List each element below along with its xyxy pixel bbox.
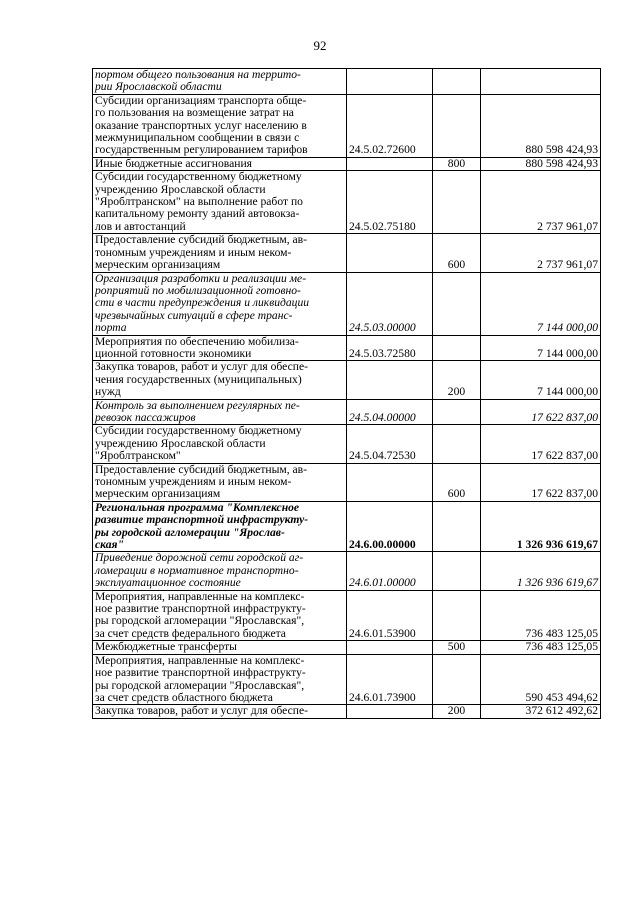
row-expense-type-cell bbox=[433, 399, 481, 425]
table-row bbox=[93, 69, 601, 95]
row-name-cell: Мероприятия по обеспечению мобилиза- ционной готовности экономики bbox=[93, 335, 347, 361]
table-row bbox=[93, 705, 601, 718]
row-amount-cell: 1 326 936 619,67 bbox=[481, 552, 601, 590]
row-name-cell: Субсидии государственному бюджетному учреждению Ярославской области "Яроблтранском" на выполнение работ по капитальному ремонту зданий автовокза- лов и автостанций bbox=[93, 171, 347, 234]
row-expense-type-cell: 600 bbox=[433, 234, 481, 272]
row-expense-type-cell: 600 bbox=[433, 463, 481, 501]
row-amount-cell: 2 737 961,07 bbox=[481, 171, 601, 234]
row-expense-type-cell bbox=[433, 69, 481, 95]
row-code-cell bbox=[347, 705, 433, 718]
row-amount-cell: 2 737 961,07 bbox=[481, 234, 601, 272]
row-expense-type-cell: 200 bbox=[433, 705, 481, 718]
table-row bbox=[93, 234, 601, 272]
row-expense-type-cell bbox=[433, 654, 481, 705]
row-code-cell: 24.5.04.72530 bbox=[347, 425, 433, 463]
table-row bbox=[93, 335, 601, 361]
table-row bbox=[93, 171, 601, 234]
table-row bbox=[93, 361, 601, 399]
row-name-cell: Закупка товаров, работ и услуг для обеспе- bbox=[93, 705, 347, 718]
row-expense-type-cell bbox=[433, 94, 481, 157]
row-code-cell bbox=[347, 463, 433, 501]
table-row bbox=[93, 654, 601, 705]
row-name-cell: Предоставление субсидий бюджетным, ав- тономным учреждениям и иным неком- мерческим организациям bbox=[93, 463, 347, 501]
table-row bbox=[93, 552, 601, 590]
row-code-cell: 24.6.01.00000 bbox=[347, 552, 433, 590]
row-amount-cell: 17 622 837,00 bbox=[481, 463, 601, 501]
row-amount-cell: 7 144 000,00 bbox=[481, 361, 601, 399]
row-name-cell: Мероприятия, направленные на комплекс- ное развитие транспортной инфраструкту- ры городской агломерации "Ярославская", за счет средств федерального бюджета bbox=[93, 590, 347, 641]
row-amount-cell bbox=[481, 69, 601, 95]
row-name-cell: Приведение дорожной сети городской аг- ломерации в нормативное транспортно- эксплуатационное состояние bbox=[93, 552, 347, 590]
row-code-cell: 24.6.01.73900 bbox=[347, 654, 433, 705]
row-name-cell: портом общего пользования на террито- рии Ярославской области bbox=[93, 69, 347, 95]
row-expense-type-cell: 800 bbox=[433, 157, 481, 170]
row-name-cell: Контроль за выполнением регулярных пе- ревозок пассажиров bbox=[93, 399, 347, 425]
row-amount-cell: 590 453 494,62 bbox=[481, 654, 601, 705]
row-code-cell: 24.5.02.72600 bbox=[347, 94, 433, 157]
row-code-cell: 24.6.01.53900 bbox=[347, 590, 433, 641]
table-row bbox=[93, 272, 601, 335]
row-code-cell: 24.5.03.72580 bbox=[347, 335, 433, 361]
row-name-cell: Иные бюджетные ассигнования bbox=[93, 157, 347, 170]
row-amount-cell: 736 483 125,05 bbox=[481, 590, 601, 641]
row-code-cell bbox=[347, 641, 433, 654]
row-code-cell bbox=[347, 157, 433, 170]
table-row bbox=[93, 157, 601, 170]
budget-table bbox=[92, 68, 601, 719]
row-code-cell bbox=[347, 69, 433, 95]
table-row bbox=[93, 641, 601, 654]
row-amount-cell: 372 612 492,62 bbox=[481, 705, 601, 718]
row-amount-cell: 1 326 936 619,67 bbox=[481, 501, 601, 552]
row-expense-type-cell: 200 bbox=[433, 361, 481, 399]
row-amount-cell: 7 144 000,00 bbox=[481, 335, 601, 361]
table-row bbox=[93, 94, 601, 157]
table-row bbox=[93, 399, 601, 425]
row-code-cell bbox=[347, 361, 433, 399]
row-name-cell: Субсидии организациям транспорта обще- го пользования на возмещение затрат на оказание транспортных услуг населению в межмуниципальном сообщении в связи с государственным регулированием тарифов bbox=[93, 94, 347, 157]
table-row bbox=[93, 425, 601, 463]
page-number: 92 bbox=[313, 38, 327, 53]
row-name-cell: Межбюджетные трансферты bbox=[93, 641, 347, 654]
row-amount-cell: 17 622 837,00 bbox=[481, 425, 601, 463]
row-code-cell bbox=[347, 234, 433, 272]
row-name-cell: Предоставление субсидий бюджетным, ав- тономным учреждениям и иным неком- мерческим организациям bbox=[93, 234, 347, 272]
row-expense-type-cell bbox=[433, 425, 481, 463]
row-code-cell: 24.6.00.00000 bbox=[347, 501, 433, 552]
row-amount-cell: 7 144 000,00 bbox=[481, 272, 601, 335]
row-code-cell: 24.5.02.75180 bbox=[347, 171, 433, 234]
row-expense-type-cell bbox=[433, 335, 481, 361]
row-name-cell: Закупка товаров, работ и услуг для обеспе- чения государственных (муниципальных) нужд bbox=[93, 361, 347, 399]
row-expense-type-cell: 500 bbox=[433, 641, 481, 654]
row-code-cell: 24.5.04.00000 bbox=[347, 399, 433, 425]
row-name-cell: Региональная программа "Комплексное развитие транспортной инфраструкту- ры городской агломерации "Ярослав- ская" bbox=[93, 501, 347, 552]
row-name-cell: Субсидии государственному бюджетному учреждению Ярославской области "Яроблтранском" bbox=[93, 425, 347, 463]
table-row bbox=[93, 463, 601, 501]
row-amount-cell: 736 483 125,05 bbox=[481, 641, 601, 654]
budget-table-body bbox=[93, 69, 601, 719]
table-row bbox=[93, 501, 601, 552]
row-expense-type-cell bbox=[433, 552, 481, 590]
table-row bbox=[93, 590, 601, 641]
row-expense-type-cell bbox=[433, 590, 481, 641]
row-expense-type-cell bbox=[433, 171, 481, 234]
row-name-cell: Организация разработки и реализации ме- роприятий по мобилизационной готовно- сти в части предупреждения и ликвидации чрезвычайных ситуаций в сфере транс- порта bbox=[93, 272, 347, 335]
row-expense-type-cell bbox=[433, 501, 481, 552]
row-amount-cell: 17 622 837,00 bbox=[481, 399, 601, 425]
row-name-cell: Мероприятия, направленные на комплекс- ное развитие транспортной инфраструкту- ры городской агломерации "Ярославская", за счет средств областного бюджета bbox=[93, 654, 347, 705]
row-amount-cell: 880 598 424,93 bbox=[481, 157, 601, 170]
row-amount-cell: 880 598 424,93 bbox=[481, 94, 601, 157]
row-expense-type-cell bbox=[433, 272, 481, 335]
row-code-cell: 24.5.03.00000 bbox=[347, 272, 433, 335]
